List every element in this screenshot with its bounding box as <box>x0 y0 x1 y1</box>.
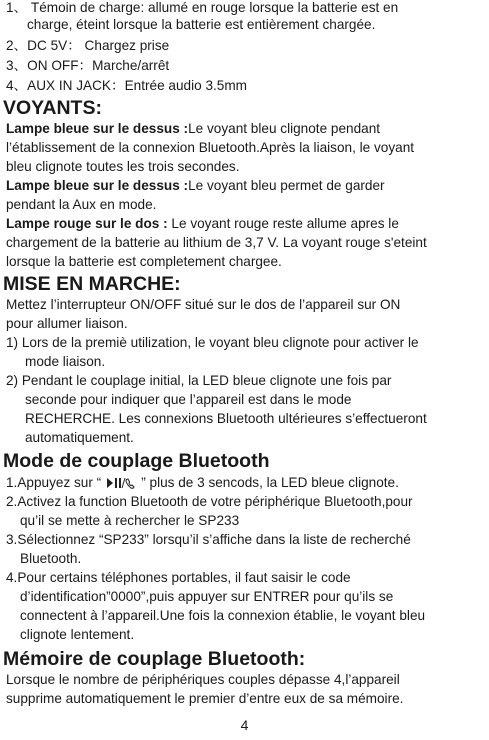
marche-line2: pour allumer liaison. <box>6 316 128 331</box>
intro-item-2: 2、DC 5V： Chargez prise <box>6 38 170 53</box>
voyants-p2-label: Lampe bleue sur le dessus : <box>6 178 189 193</box>
marche-line1: Mettez l’interrupteur ON/OFF situé sur le dos de l’appareil sur ON <box>6 297 401 312</box>
marche-item2-line3: RECHERCHE. Les connexions Bluetooth ultérieures s’effectueront <box>25 411 427 426</box>
play-pause-phone-icon <box>101 476 141 490</box>
intro-item-4: 4、AUX IN JACK：Entrée audio 3.5mm <box>6 78 248 93</box>
marche-item1-line1: 1) Lors de la premiè utilization, le voyant bleu clignote pour activer le <box>6 335 419 350</box>
intro-item-1-cont: charge, éteint lorsque la batterie est entièrement chargée. <box>27 17 376 32</box>
couplage-step3-line1: 3.Sélectionnez “SP233” lorsqu’il s’affiche dans la liste de recherché <box>6 532 411 547</box>
couplage-step4-line1: 4.Pour certains téléphones portables, il faut saisir le code <box>6 570 351 585</box>
couplage-step4-line3: connectent à l’appareil.Une fois la connexion établie, le voyant bleu <box>20 608 426 623</box>
couplage-step2-line1: 2.Activez la function Bluetooth de votre périphérique Bluetooth,pour <box>6 494 413 509</box>
memoire-heading: Mémoire de couplage Bluetooth: <box>3 648 306 670</box>
memoire-line1: Lorsque le nombre de périphériques couples dépasse 4,l’appareil <box>6 672 400 687</box>
voyants-heading: VOYANTS: <box>3 97 102 119</box>
voyants-p2-line2: pendant la Aux en mode. <box>6 197 157 212</box>
voyants-p2-text: Le voyant bleu permet de garder <box>188 178 385 193</box>
voyants-p1-line1 <box>6 120 380 137</box>
couplage-step4-line2: d’identification”0000”,puis appuyer sur ENTRER pour qu’ils se <box>20 589 394 604</box>
voyants-p1-line2: l’établissement de la connexion Bluetooth.Après la liaison, le voyant <box>6 140 415 155</box>
couplage-heading: Mode de couplage Bluetooth <box>3 450 270 472</box>
page-number: 4 <box>240 717 249 733</box>
marche-item2-line4: automatiquement. <box>25 430 134 445</box>
voyants-p3-line2: chargement de la batterie au lithium de 3,7 V. La voyant rouge s'eteint <box>6 235 427 250</box>
voyants-p3-label: Lampe rouge sur le dos : <box>6 216 168 231</box>
couplage-step1-pre: 1.Appuyez sur “ <box>6 475 102 490</box>
couplage-step3-line2: Bluetooth. <box>20 551 82 566</box>
couplage-step1 <box>6 474 399 491</box>
voyants-p1-label: Lampe bleue sur le dessus : <box>6 121 189 136</box>
couplage-step1-post: ” plus de 3 sencods, la LED bleue clignote. <box>141 475 399 490</box>
intro-item-1: 1、 Témoin de charge: allumé en rouge lorsque la batterie est en <box>6 0 399 15</box>
voyants-p3-text: Le voyant rouge reste allume apres le <box>167 216 399 231</box>
marche-item1-line2: mode liaison. <box>25 354 106 369</box>
marche-item2-line1: 2) Pendant le couplage initial, la LED bleue clignote une fois par <box>6 373 392 388</box>
voyants-p2-line1 <box>6 177 385 194</box>
couplage-step4-line4: clignote lentement. <box>20 627 135 642</box>
voyants-p1-line3: bleu clignote toutes les trois secondes. <box>6 159 240 174</box>
marche-heading: MISE EN MARCHE: <box>3 273 181 295</box>
memoire-line2: supprime automatiquement le premier d’entre eux de sa mémoire. <box>6 691 404 706</box>
intro-item-3: 3、ON OFF：Marche/arrêt <box>6 58 170 73</box>
marche-item2-line2: seconde pour indiquer que l’appareil est dans le mode <box>25 392 352 407</box>
couplage-step2-line2: qu’il se mette à rechercher le SP233 <box>20 513 240 528</box>
voyants-p1-text: Le voyant bleu clignote pendant <box>188 121 381 136</box>
voyants-p3-line3: lorsque la batterie est completement chargee. <box>6 254 282 269</box>
voyants-p3-line1 <box>6 215 399 232</box>
